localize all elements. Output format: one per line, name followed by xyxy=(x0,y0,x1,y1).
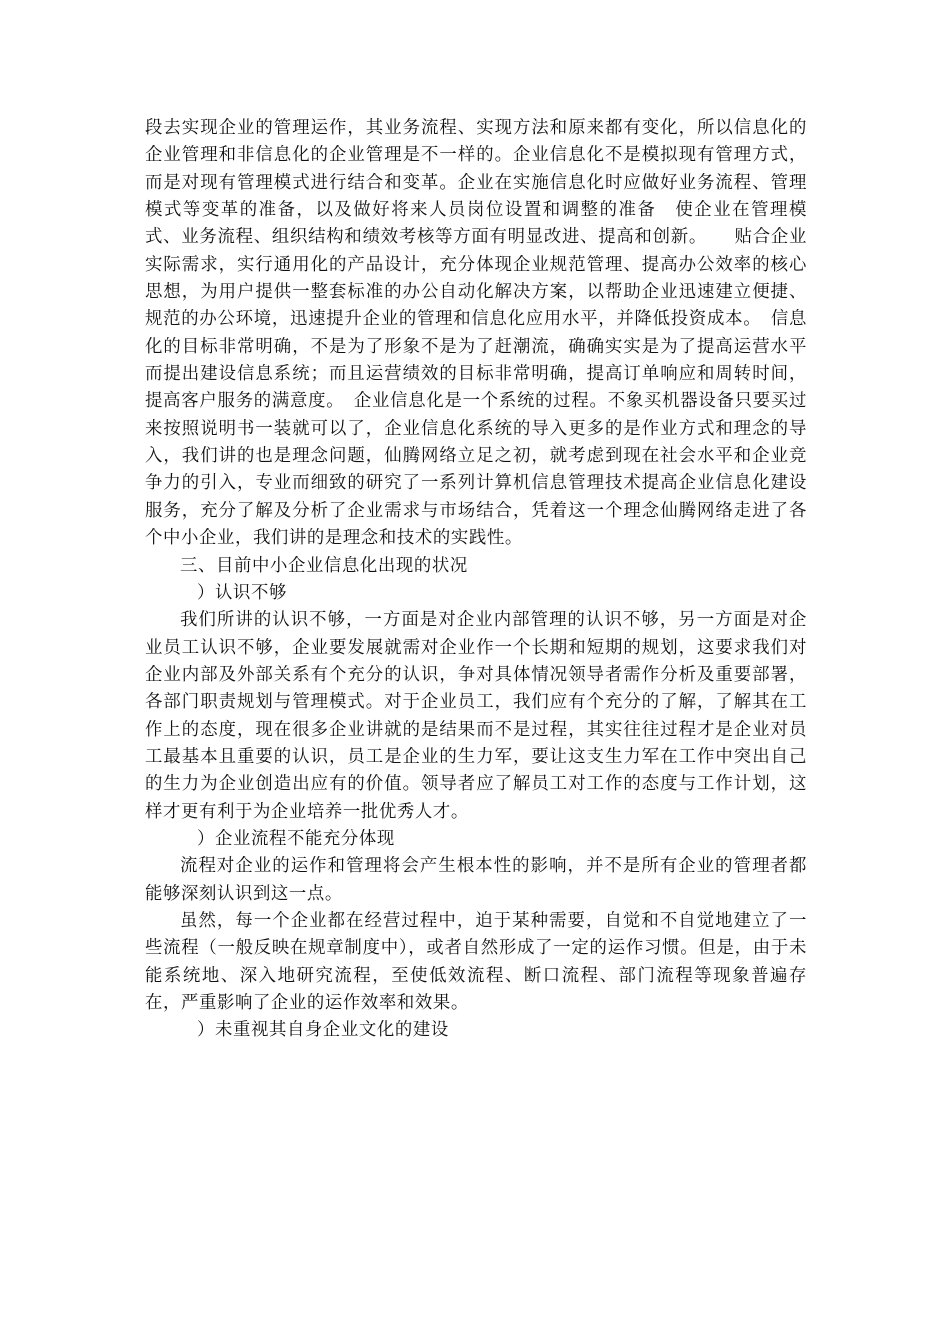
subheading-process: ）企业流程不能充分体现 xyxy=(197,828,395,849)
paragraph-intro: 段去实现企业的管理运作，其业务流程、实现方法和原来都有变化，所以信息化的企业管理和非信息化的企业管理是不一样的。企业信息化不是模拟现有管理方式，而是对现有管理模式进行结合和变革。企业在实施信息化时应做好业务流程、管理模式等变革的准备，以及做好将来人员岗位设置和调整的准备 使企业在管理模式、业务流程、组织结构和绩效考核等方面有明显改进、提高和创新。 贴合企业实际需求，实行通用化的产品设计，充分体现企业规范管理、提高办公效率的核心思想，为用户提供一整套标准的办公自动化解决方案，以帮助企业迅速建立便捷、规范的办公环境，迅速提升企业的管理和信息化应用水平，并降低投资成本。 信息化的目标非常明确，不是为了形象不是为了赶潮流，确确实实是为了提高运营水平而提出建设信息系统；而且运营绩效的目标非常明确，提高订单响应和周转时间，提高客户服务的满意度。 企业信息化是一个系统的过程。不象买机器设备只要买过来按照说明书一装就可以了，企业信息化系统的导入更多的是作业方式和理念的导入，我们讲的也是理念问题，仙腾网络立足之初，就考虑到现在社会水平和企业竞争力的引入，专业而细致的研究了一系列计算机信息管理技术提高企业信息化建设服务，充分了解及分析了企业需求与市场结合，凭着这一个理念仙腾网络走进了各个中小企业，我们讲的是理念和技术的实践性。 xyxy=(145,118,807,549)
paragraph-process-details: 虽然，每一个企业都在经营过程中，迫于某种需要，自觉和不自觉地建立了一些流程（一般反映在规章制度中），或者自然形成了一定的运作习惯。但是，由于未能系统地、深入地研究流程，至使低效流程、断口流程、部门流程等现象普遍存在，严重影响了企业的运作效率和效果。 xyxy=(145,910,807,1013)
paragraph-understanding: 我们所讲的认识不够，一方面是对企业内部管理的认识不够，另一方面是对企业员工认识不够，企业要发展就需对企业作一个长期和短期的规划，这要求我们对企业内部及外部关系有个充分的认识，争对具体情况领导者需作分析及重要部署，各部门职责规划与管理模式。对于企业员工，我们应有个充分的了解，了解其在工作上的态度，现在很多企业讲就的是结果而不是过程，其实往往过程才是企业对员工最基本且重要的认识，员工是企业的生力军，要让这支生力军在工作中突出自己的生力为企业创造出应有的价值。领导者应了解员工对工作的态度与工作计划，这样才更有利于为企业培养一批优秀人才。 xyxy=(145,610,807,822)
subheading-corporate-culture: ）未重视其自身企业文化的建设 xyxy=(197,1020,449,1041)
paragraph-process-impact: 流程对企业的运作和管理将会产生根本性的影响，并不是所有企业的管理者都能够深刻认识到这一点。 xyxy=(145,856,807,904)
section-heading-current-situation: 三、目前中小企业信息化出现的状况 xyxy=(180,555,468,576)
document-body xyxy=(145,115,807,1045)
subheading-insufficient-understanding: ）认识不够 xyxy=(197,582,287,603)
